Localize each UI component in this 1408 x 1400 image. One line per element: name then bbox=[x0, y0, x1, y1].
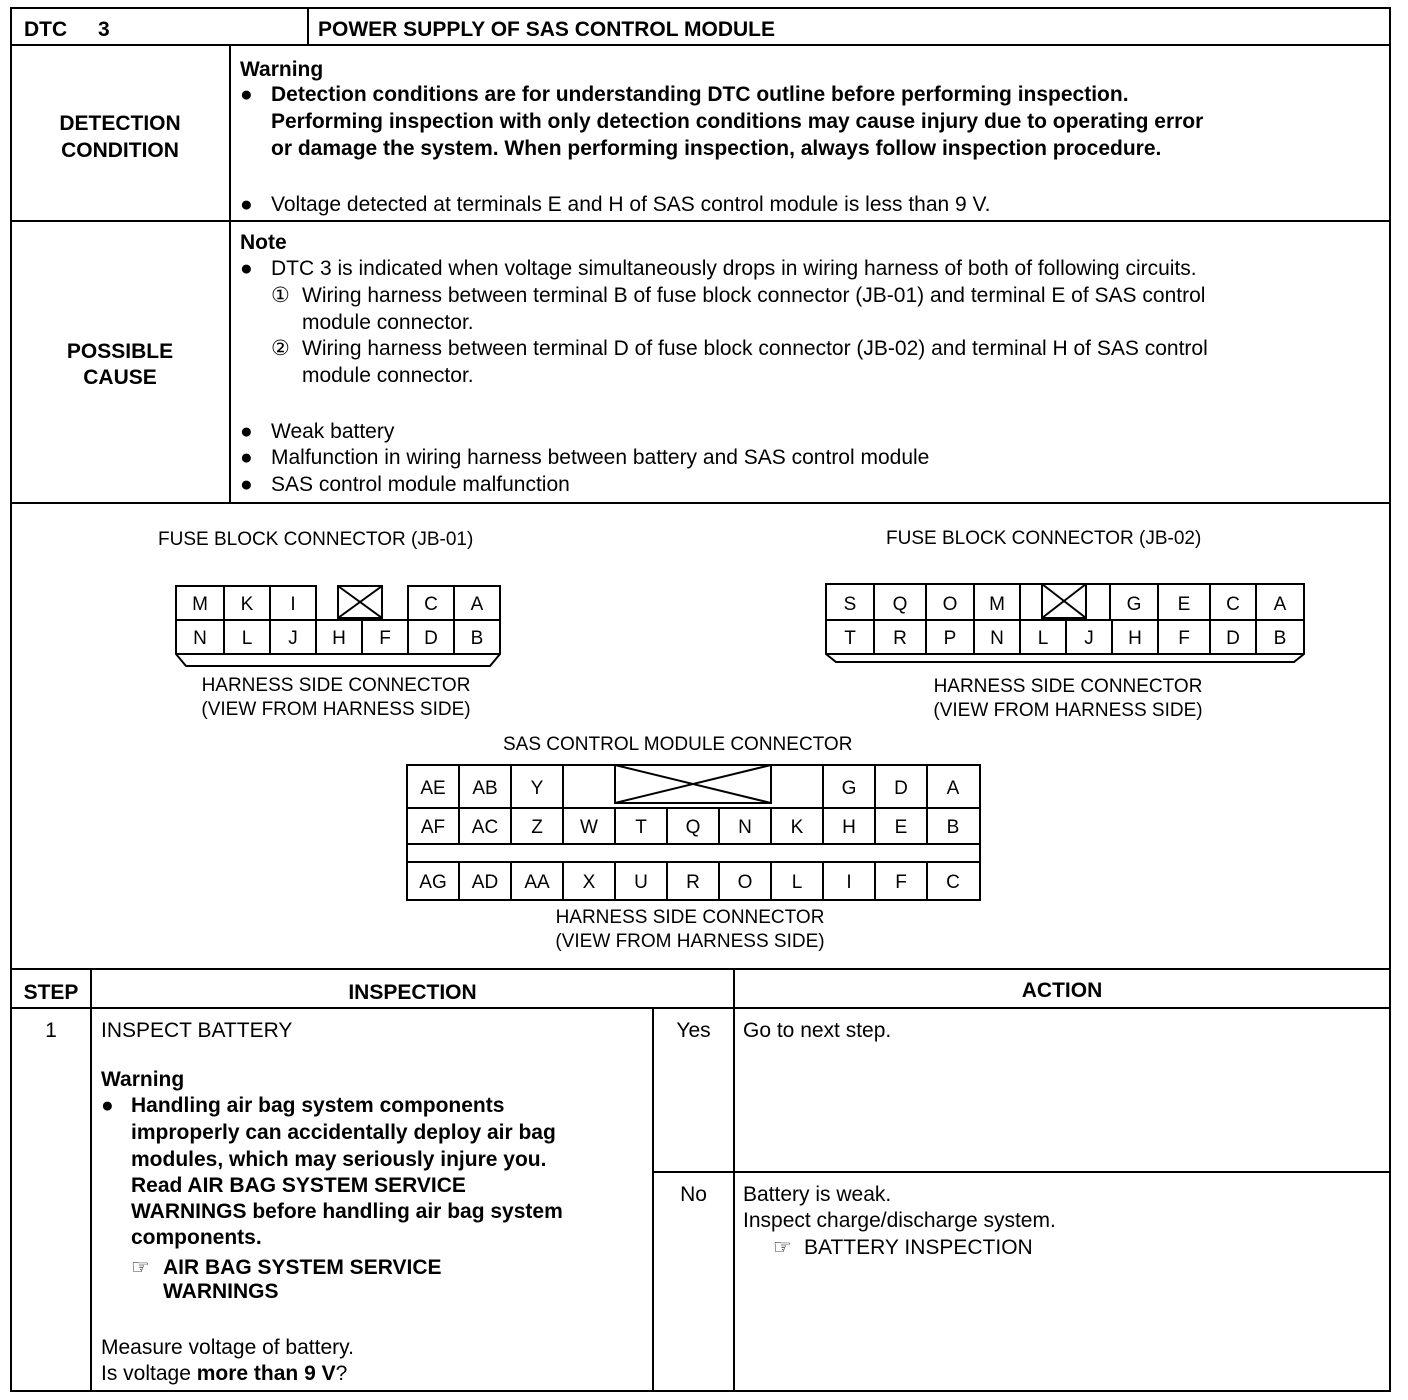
no-action-line1: Battery is weak. bbox=[743, 1183, 892, 1206]
step-warning-line: improperly can accidentally deploy air bag bbox=[131, 1121, 556, 1144]
detection-label-1: DETECTION bbox=[59, 112, 181, 135]
sas-pin-label: W bbox=[580, 817, 598, 838]
jb01-pin-label: N bbox=[193, 628, 207, 649]
dtc-number: 3 bbox=[98, 18, 110, 41]
jb02-pin-label: M bbox=[989, 594, 1005, 615]
jb02-pin-label: A bbox=[1273, 594, 1287, 615]
detection-warning-heading: Warning bbox=[240, 58, 324, 81]
detection-warning-line: or damage the system. When performing inspection, always follow inspection procedure. bbox=[271, 137, 1162, 160]
sas-pin-label: X bbox=[582, 872, 596, 893]
sas-pin-label: B bbox=[946, 817, 960, 838]
bullet-icon: ● bbox=[101, 1094, 114, 1117]
sas-pin-label: I bbox=[846, 872, 852, 893]
cause-note-heading: Note bbox=[240, 231, 287, 254]
step-warning-line: Read AIR BAG SYSTEM SERVICE bbox=[131, 1174, 466, 1197]
jb01-pin-label: J bbox=[288, 628, 298, 649]
sas-pin-label: H bbox=[842, 817, 856, 838]
step-number: 1 bbox=[45, 1019, 57, 1042]
question-value: more than 9 V bbox=[196, 1362, 336, 1385]
jb02-pin-label: Q bbox=[892, 594, 908, 615]
jb01-caption-1: HARNESS SIDE CONNECTOR bbox=[201, 675, 471, 696]
cause-list-item: Malfunction in wiring harness between battery and SAS control module bbox=[271, 446, 930, 469]
cause-note-line: DTC 3 is indicated when voltage simultaneously drops in wiring harness of both of following circuits. bbox=[271, 257, 1197, 280]
sas-pin-label: R bbox=[686, 872, 700, 893]
sas-pin-label: Z bbox=[531, 817, 543, 838]
bullet-icon: ● bbox=[240, 193, 253, 216]
jb02-pin-label: B bbox=[1273, 628, 1287, 649]
page-title: POWER SUPPLY OF SAS CONTROL MODULE bbox=[318, 18, 775, 41]
sas-pin-label: N bbox=[738, 817, 752, 838]
jb02-pin-label: H bbox=[1128, 628, 1142, 649]
question-suffix: ? bbox=[335, 1362, 348, 1385]
yes-action: Go to next step. bbox=[743, 1019, 892, 1042]
jb01-pin-label: D bbox=[424, 628, 438, 649]
col-inspection-header: INSPECTION bbox=[348, 981, 477, 1004]
detection-warning-line: Performing inspection with only detection conditions may cause injury due to operating error bbox=[271, 110, 1204, 133]
reference-link[interactable]: AIR BAG SYSTEM SERVICE bbox=[163, 1256, 442, 1279]
jb01-pin-label: I bbox=[290, 594, 296, 615]
bullet-icon: ● bbox=[240, 420, 253, 443]
bullet-icon: ● bbox=[240, 473, 253, 496]
jb02-caption-1: HARNESS SIDE CONNECTOR bbox=[933, 676, 1203, 697]
jb02-pin-label: N bbox=[990, 628, 1004, 649]
jb01-connector bbox=[176, 586, 500, 666]
sas-pin-label: Y bbox=[530, 778, 544, 799]
yes-label: Yes bbox=[676, 1019, 711, 1042]
dtc-label: DTC bbox=[24, 18, 68, 41]
sas-pin-label: A bbox=[946, 778, 960, 799]
bullet-icon: ● bbox=[240, 446, 253, 469]
jb02-pin-label: F bbox=[1178, 628, 1190, 649]
reference-icon: ☞ bbox=[773, 1236, 792, 1259]
detection-label-2: CONDITION bbox=[61, 139, 179, 162]
sas-pin-label: AG bbox=[419, 872, 447, 893]
sas-pin-label: O bbox=[737, 872, 753, 893]
reference-icon: ☞ bbox=[131, 1256, 150, 1279]
jb01-title: FUSE BLOCK CONNECTOR (JB-01) bbox=[158, 529, 474, 550]
col-action-header: ACTION bbox=[1021, 979, 1103, 1002]
sas-pin-label: T bbox=[635, 817, 647, 838]
jb01-caption-2: (VIEW FROM HARNESS SIDE) bbox=[201, 699, 471, 720]
jb02-pin-label: D bbox=[1226, 628, 1240, 649]
sas-caption-1: HARNESS SIDE CONNECTOR bbox=[555, 907, 825, 928]
sas-pin-label: AB bbox=[472, 778, 498, 799]
jb02-pin-label: S bbox=[843, 594, 857, 615]
jb02-pin-label: E bbox=[1177, 594, 1191, 615]
question-prefix: Is voltage bbox=[101, 1362, 197, 1385]
jb01-pin-label: C bbox=[424, 594, 438, 615]
jb02-pin-label: R bbox=[893, 628, 907, 649]
step-warning-line: modules, which may seriously injure you. bbox=[131, 1148, 547, 1171]
jb01-pin-label: M bbox=[192, 594, 208, 615]
reference-link[interactable]: WARNINGS bbox=[163, 1280, 279, 1303]
sas-caption-2: (VIEW FROM HARNESS SIDE) bbox=[555, 931, 825, 952]
sas-pin-label: AD bbox=[471, 872, 499, 893]
sas-pin-label: U bbox=[634, 872, 648, 893]
no-action-line2: Inspect charge/discharge system. bbox=[743, 1209, 1056, 1232]
jb02-pin-label: J bbox=[1084, 628, 1094, 649]
jb01-pin-label: L bbox=[241, 628, 253, 649]
sas-pin-label: C bbox=[946, 872, 960, 893]
jb02-pin-label: C bbox=[1226, 594, 1240, 615]
sas-pin-label: AE bbox=[420, 778, 446, 799]
no-label: No bbox=[680, 1183, 707, 1206]
cause-label-1: POSSIBLE bbox=[66, 340, 174, 363]
cause-item1-line1: Wiring harness between terminal B of fuse block connector (JB-01) and terminal E of SAS control bbox=[302, 284, 1206, 307]
cause-list-item: Weak battery bbox=[271, 420, 395, 443]
jb02-caption-2: (VIEW FROM HARNESS SIDE) bbox=[933, 700, 1203, 721]
bullet-icon: ● bbox=[240, 257, 253, 280]
jb02-pin-label: O bbox=[942, 594, 958, 615]
sas-pin-label: D bbox=[894, 778, 908, 799]
jb02-pin-label: T bbox=[844, 628, 856, 649]
jb02-pin-label: P bbox=[943, 628, 957, 649]
jb02-title: FUSE BLOCK CONNECTOR (JB-02) bbox=[886, 528, 1202, 549]
cause-label-2: CAUSE bbox=[83, 366, 157, 389]
cause-item1-line2: module connector. bbox=[302, 311, 474, 334]
sas-pin-label: G bbox=[841, 778, 857, 799]
bullet-icon: ● bbox=[240, 83, 253, 106]
jb01-pin-label: K bbox=[240, 594, 254, 615]
sas-pin-label: F bbox=[895, 872, 907, 893]
jb02-pin-label: L bbox=[1037, 628, 1049, 649]
detection-warning-line: Detection conditions are for understanding DTC outline before performing inspection. bbox=[271, 83, 1129, 106]
sas-pin-label: Q bbox=[685, 817, 701, 838]
step-warning-line: components. bbox=[131, 1226, 262, 1249]
cause-item2-line2: module connector. bbox=[302, 364, 474, 387]
sas-pin-label: AC bbox=[471, 817, 499, 838]
jb01-pin-label: A bbox=[470, 594, 484, 615]
sas-pin-label: E bbox=[894, 817, 908, 838]
battery-inspection-link[interactable]: BATTERY INSPECTION bbox=[804, 1236, 1033, 1259]
circled-number-2: ② bbox=[271, 337, 290, 360]
sas-pin-label: AA bbox=[524, 872, 550, 893]
col-step-header: STEP bbox=[23, 981, 79, 1004]
sas-title: SAS CONTROL MODULE CONNECTOR bbox=[503, 734, 853, 755]
cause-item2-line1: Wiring harness between terminal D of fuse block connector (JB-02) and terminal H of SAS control bbox=[302, 337, 1208, 360]
jb02-pin-label: G bbox=[1126, 594, 1142, 615]
jb01-pin-label: B bbox=[470, 628, 484, 649]
jb01-pin-label: F bbox=[379, 628, 391, 649]
sas-pin-label: L bbox=[791, 872, 803, 893]
jb01-pin-label: H bbox=[332, 628, 346, 649]
detection-condition: Voltage detected at terminals E and H of SAS control module is less than 9 V. bbox=[271, 193, 991, 216]
circled-number-1: ① bbox=[271, 284, 290, 307]
step-question bbox=[101, 1360, 347, 1387]
step-warning-heading: Warning bbox=[101, 1068, 185, 1091]
measure-instruction: Measure voltage of battery. bbox=[101, 1336, 354, 1359]
step-warning-line: WARNINGS before handling air bag system bbox=[131, 1200, 563, 1223]
step-warning-line: Handling air bag system components bbox=[131, 1094, 505, 1117]
cause-list-item: SAS control module malfunction bbox=[271, 473, 570, 496]
sas-pin-label: K bbox=[790, 817, 804, 838]
sas-pin-label: AF bbox=[420, 817, 446, 838]
step-title: INSPECT BATTERY bbox=[101, 1019, 293, 1042]
